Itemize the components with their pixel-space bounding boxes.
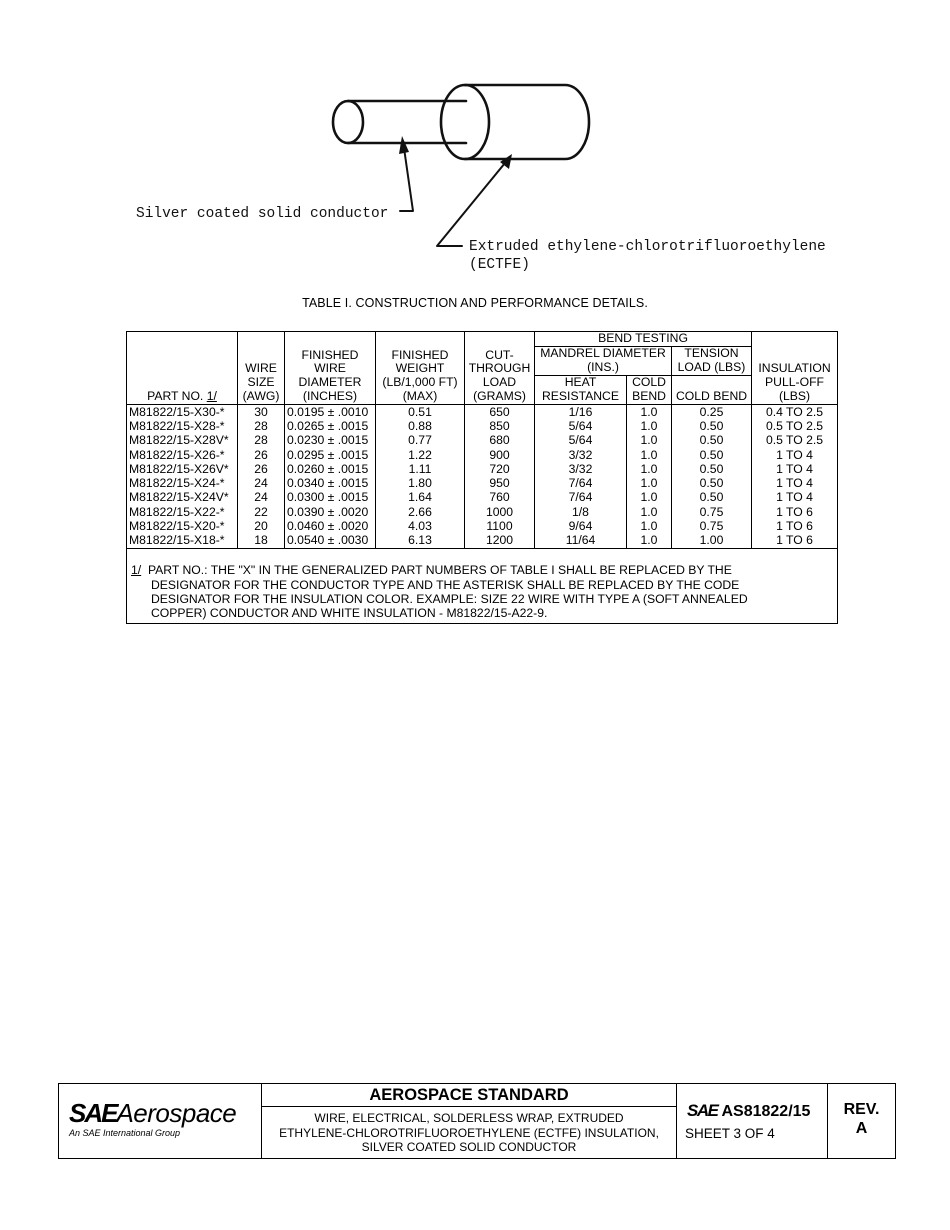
cell-pull: 1 TO 6 <box>752 505 838 519</box>
table-row <box>127 404 838 419</box>
cell-cut: 850 <box>465 419 535 433</box>
cell-heat: 11/64 <box>535 533 627 549</box>
cell-heat: 7/64 <box>535 476 627 490</box>
cell-size: 22 <box>238 505 285 519</box>
cell-tension: 0.50 <box>672 433 752 447</box>
cell-cut: 650 <box>465 404 535 419</box>
cell-dia: 0.0195 ± .0010 <box>285 404 376 419</box>
cell-cut: 760 <box>465 490 535 504</box>
cell-part: M81822/15-X28-* <box>127 419 238 433</box>
cell-cold: 1.0 <box>627 448 672 462</box>
cell-dia: 0.0460 ± .0020 <box>285 519 376 533</box>
cell-tension: 0.25 <box>672 404 752 419</box>
cell-wt: 1.64 <box>376 490 465 504</box>
header-cut-through: CUT- THROUGH LOAD (GRAMS) <box>465 332 535 405</box>
cell-cut: 1200 <box>465 533 535 549</box>
wire-construction-drawing <box>0 0 950 290</box>
header-bend-testing: BEND TESTING <box>535 332 752 347</box>
cell-size: 26 <box>238 448 285 462</box>
header-part-no: PART NO. 1/ <box>127 332 238 405</box>
cell-heat: 9/64 <box>535 519 627 533</box>
cell-heat: 7/64 <box>535 490 627 504</box>
cell-cold: 1.0 <box>627 519 672 533</box>
standard-type: AEROSPACE STANDARD <box>262 1084 676 1107</box>
cell-pull: 1 TO 6 <box>752 533 838 549</box>
cell-part: M81822/15-X22-* <box>127 505 238 519</box>
cell-dia: 0.0390 ± .0020 <box>285 505 376 519</box>
cell-cold: 1.0 <box>627 433 672 447</box>
cell-wt: 4.03 <box>376 519 465 533</box>
table-note: 1/ PART NO.: THE "X" IN THE GENERALIZED PART NUMBERS OF TABLE I SHALL BE REPLACED BY THE DESIGNATOR FOR THE CONDUCTOR TYPE AND THE ASTERISK SHALL BE REPLACED BY THE CODE DESIGNATOR FOR THE INSULATION COLOR. EXAMPLE: SIZE 22 WIRE WITH TYPE A (SOFT ANNEALED COPPER) CONDUCTOR AND WHITE INSULATION - M81822/15-A22-9. <box>127 549 838 624</box>
cell-cold: 1.0 <box>627 462 672 476</box>
cell-cold: 1.0 <box>627 419 672 433</box>
cell-part: M81822/15-X24V* <box>127 490 238 504</box>
cell-wt: 0.77 <box>376 433 465 447</box>
cell-pull: 1 TO 4 <box>752 490 838 504</box>
insulation-label-line1: Extruded ethylene-chlorotrifluoroethylene <box>469 239 826 255</box>
cell-dia: 0.0295 ± .0015 <box>285 448 376 462</box>
cell-cut: 720 <box>465 462 535 476</box>
cell-wt: 0.88 <box>376 419 465 433</box>
cell-tension: 0.50 <box>672 462 752 476</box>
conductor-arrowhead <box>399 136 409 154</box>
cell-dia: 0.0260 ± .0015 <box>285 462 376 476</box>
cell-size: 24 <box>238 490 285 504</box>
title-block <box>58 1083 896 1159</box>
conductor-label: Silver coated solid conductor <box>136 206 389 222</box>
header-pull-off: INSULATION PULL-OFF (LBS) <box>752 332 838 405</box>
cell-wt: 1.80 <box>376 476 465 490</box>
cell-tension: 0.50 <box>672 476 752 490</box>
cell-tension: 0.50 <box>672 448 752 462</box>
cell-wt: 1.11 <box>376 462 465 476</box>
cell-pull: 1 TO 6 <box>752 519 838 533</box>
header-cold-bend: COLD BEND <box>627 375 672 404</box>
construction-performance-table <box>126 331 838 624</box>
table-row <box>127 533 838 549</box>
cell-cut: 1000 <box>465 505 535 519</box>
document-number: SAE AS81822/15 <box>687 1101 811 1120</box>
revision: REV. A <box>843 1101 880 1137</box>
header-weight: FINISHED WEIGHT (LB/1,000 FT) (MAX) <box>376 332 465 405</box>
sae-aerospace-logo: SAEAerospace An SAE International Group <box>59 1084 262 1158</box>
cell-dia: 0.0300 ± .0015 <box>285 490 376 504</box>
cell-wt: 0.51 <box>376 404 465 419</box>
cell-pull: 1 TO 4 <box>752 476 838 490</box>
header-diameter: FINISHED WIRE DIAMETER (INCHES) <box>285 332 376 405</box>
header-tension: TENSION LOAD (LBS) <box>672 346 752 375</box>
cell-cold: 1.0 <box>627 505 672 519</box>
cell-cold: 1.0 <box>627 533 672 549</box>
document-description: WIRE, ELECTRICAL, SOLDERLESS WRAP, EXTRUDED ETHYLENE-CHLOROTRIFLUOROETHYLENE (ECTFE) INSULATION, SILVER COATED SOLID CONDUCTOR <box>279 1111 659 1155</box>
cell-cold: 1.0 <box>627 490 672 504</box>
cell-dia: 0.0540 ± .0030 <box>285 533 376 549</box>
cell-tension: 0.75 <box>672 505 752 519</box>
cell-heat: 3/32 <box>535 448 627 462</box>
insulation-end <box>441 85 489 159</box>
cell-size: 18 <box>238 533 285 549</box>
cell-pull: 1 TO 4 <box>752 462 838 476</box>
header-wire-size: WIRE SIZE (AWG) <box>238 332 285 405</box>
cell-wt: 6.13 <box>376 533 465 549</box>
cell-cut: 1100 <box>465 519 535 533</box>
cell-pull: 0.4 TO 2.5 <box>752 404 838 419</box>
cell-wt: 1.22 <box>376 448 465 462</box>
cell-cut: 950 <box>465 476 535 490</box>
cell-size: 28 <box>238 419 285 433</box>
cell-part: M81822/15-X20-* <box>127 519 238 533</box>
cell-tension: 0.50 <box>672 490 752 504</box>
cell-tension: 0.75 <box>672 519 752 533</box>
cell-size: 30 <box>238 404 285 419</box>
table-row <box>127 476 838 490</box>
insulation-leader <box>437 163 505 246</box>
table-row <box>127 462 838 476</box>
cell-tension: 0.50 <box>672 419 752 433</box>
cell-size: 24 <box>238 476 285 490</box>
header-tension-cold-bend: COLD BEND <box>672 375 752 404</box>
table-row <box>127 448 838 462</box>
conductor-cylinder <box>348 101 466 143</box>
table-row <box>127 505 838 519</box>
table-row <box>127 419 838 433</box>
conductor-leader <box>400 148 413 211</box>
cell-part: M81822/15-X24-* <box>127 476 238 490</box>
cell-size: 20 <box>238 519 285 533</box>
table-row <box>127 519 838 533</box>
cell-dia: 0.0230 ± .0015 <box>285 433 376 447</box>
insulation-label-line2: (ECTFE) <box>469 257 530 273</box>
cell-part: M81822/15-X30-* <box>127 404 238 419</box>
cell-part: M81822/15-X18-* <box>127 533 238 549</box>
cell-pull: 0.5 TO 2.5 <box>752 419 838 433</box>
cell-heat: 3/32 <box>535 462 627 476</box>
cell-part: M81822/15-X26-* <box>127 448 238 462</box>
cell-size: 26 <box>238 462 285 476</box>
header-heat-resistance: HEAT RESISTANCE <box>535 375 627 404</box>
cell-heat: 5/64 <box>535 419 627 433</box>
cell-pull: 0.5 TO 2.5 <box>752 433 838 447</box>
cell-dia: 0.0340 ± .0015 <box>285 476 376 490</box>
table-title: TABLE I. CONSTRUCTION AND PERFORMANCE DETAILS. <box>302 296 648 310</box>
cell-part: M81822/15-X26V* <box>127 462 238 476</box>
conductor-end <box>333 101 363 143</box>
cell-part: M81822/15-X28V* <box>127 433 238 447</box>
cell-size: 28 <box>238 433 285 447</box>
table-row <box>127 490 838 504</box>
cell-dia: 0.0265 ± .0015 <box>285 419 376 433</box>
cell-cut: 680 <box>465 433 535 447</box>
header-mandrel: MANDREL DIAMETER (INS.) <box>535 346 672 375</box>
cell-tension: 1.00 <box>672 533 752 549</box>
cell-wt: 2.66 <box>376 505 465 519</box>
cell-pull: 1 TO 4 <box>752 448 838 462</box>
cell-heat: 5/64 <box>535 433 627 447</box>
cell-cold: 1.0 <box>627 476 672 490</box>
sheet-number: SHEET 3 OF 4 <box>685 1126 775 1141</box>
cell-heat: 1/16 <box>535 404 627 419</box>
cell-cold: 1.0 <box>627 404 672 419</box>
cell-cut: 900 <box>465 448 535 462</box>
cell-heat: 1/8 <box>535 505 627 519</box>
table-row <box>127 433 838 447</box>
